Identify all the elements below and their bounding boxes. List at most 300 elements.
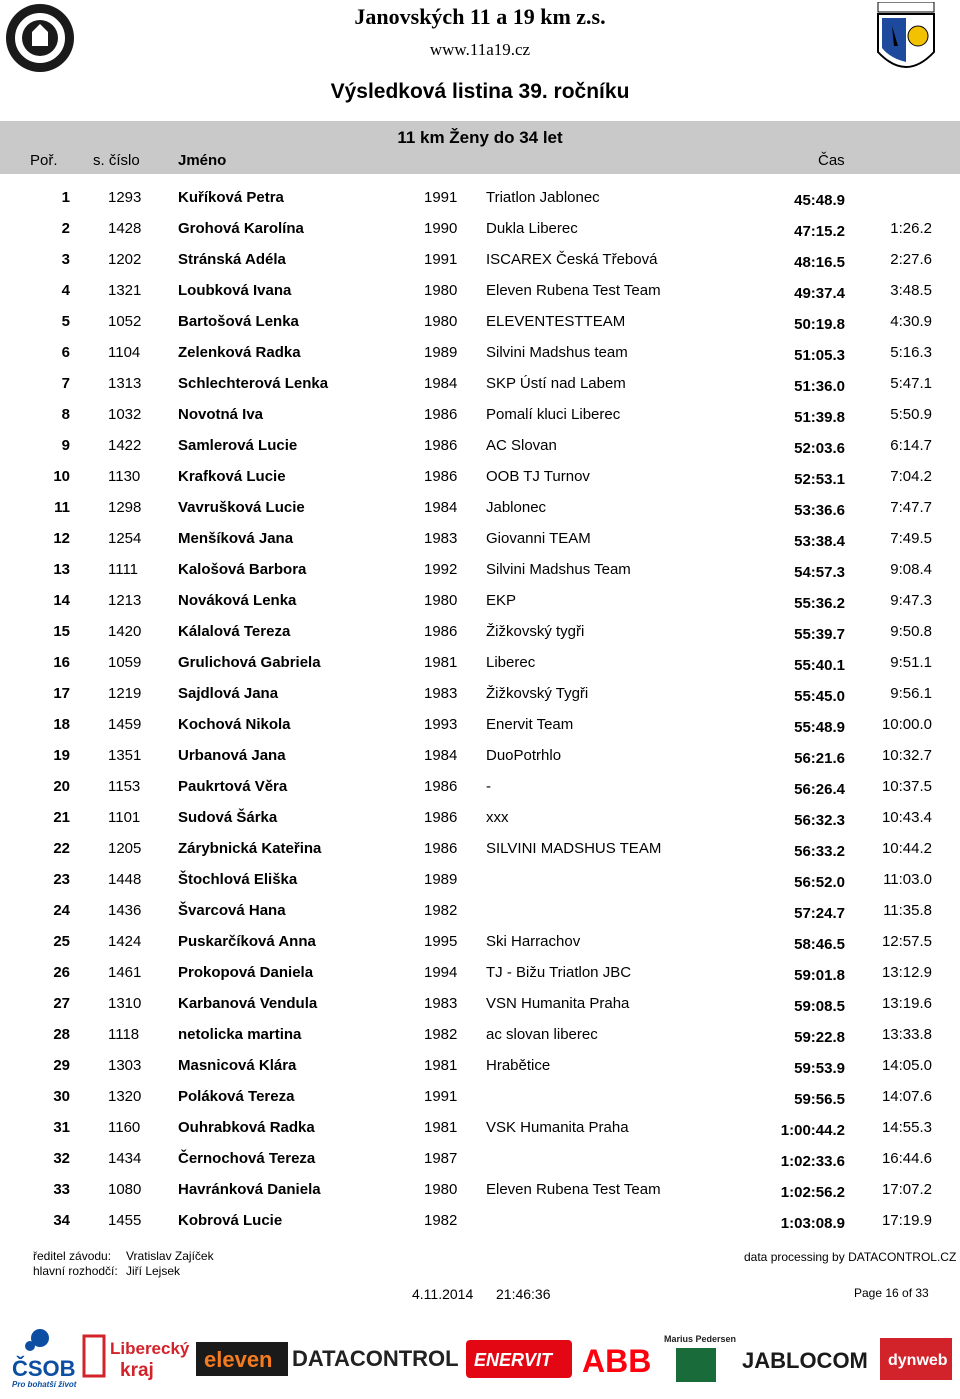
row-time-loss: 1:26.2 [890,220,932,237]
row-rank: 7 [61,375,70,392]
table-row [0,716,960,747]
row-time-loss: 10:32.7 [881,747,932,764]
row-rank: 15 [53,623,70,640]
row-name: Zárybnická Kateřina [178,840,322,857]
row-start-number: 1448 [108,871,142,888]
row-time-loss: 9:51.1 [890,654,932,671]
data-processing-credit: data processing by DATACONTROL.CZ [744,1250,957,1264]
table-row [0,1119,960,1150]
row-club: Giovanni TEAM [486,530,591,547]
row-birth-year: 1986 [424,623,458,640]
row-time-loss: 6:14.7 [890,437,932,454]
row-birth-year: 1981 [424,1119,458,1136]
row-birth-year: 1984 [424,499,458,516]
row-club: Silvini Madshus Team [486,561,631,578]
row-rank: 23 [53,871,70,888]
table-row [0,220,960,251]
row-time: 56:33.2 [794,843,845,860]
row-time: 1:00:44.2 [780,1122,845,1139]
row-rank: 20 [53,778,70,795]
row-name: Schlechterová Lenka [178,375,329,392]
row-time: 51:39.8 [794,409,845,426]
row-name: Grulichová Gabriela [178,654,321,671]
svg-text:kraj: kraj [120,1360,154,1381]
row-birth-year: 1995 [424,933,458,950]
row-club: Žižkovský Tygři [486,685,589,702]
row-birth-year: 1982 [424,1026,458,1043]
row-start-number: 1130 [108,468,141,485]
col-name-header: Jméno [178,152,227,169]
row-time-loss: 4:30.9 [890,313,932,330]
row-time-loss: 3:48.5 [890,282,932,299]
row-name: Vavrušková Lucie [178,499,305,516]
row-start-number: 1422 [108,437,142,454]
row-club: Dukla Liberec [486,220,578,237]
row-start-number: 1455 [108,1212,142,1229]
row-rank: 22 [53,840,70,857]
row-club: Eleven Rubena Test Team [486,282,661,299]
row-birth-year: 1980 [424,1181,458,1198]
row-time-loss: 7:47.7 [890,499,932,516]
row-birth-year: 1990 [424,220,458,237]
row-birth-year: 1980 [424,313,458,330]
row-rank: 25 [53,933,70,950]
row-rank: 17 [53,685,70,702]
row-rank: 32 [53,1150,70,1167]
csob-logo-tagline: Pro bohatší život [12,1380,77,1388]
row-birth-year: 1982 [424,1212,458,1229]
row-name: Havránková Daniela [178,1181,321,1198]
row-birth-year: 1984 [424,375,458,392]
row-start-number: 1434 [108,1150,142,1167]
row-club: SKP Ústí nad Labem [486,375,626,392]
row-birth-year: 1986 [424,406,458,423]
svg-text:dynweb: dynweb [888,1352,948,1369]
row-start-number: 1298 [108,499,142,516]
row-start-number: 1032 [108,406,142,423]
row-club: OOB TJ Turnov [486,468,590,485]
row-time: 55:40.1 [794,657,845,674]
svg-text:Marius Pedersen: Marius Pedersen [664,1334,736,1344]
row-rank: 16 [53,654,70,671]
row-birth-year: 1983 [424,995,458,1012]
row-name: Zelenková Radka [178,344,301,361]
row-start-number: 1213 [108,592,142,609]
table-row [0,933,960,964]
sponsor-logos-strip [0,1318,960,1398]
row-time-loss: 10:37.5 [881,778,932,795]
row-time-loss: 7:49.5 [890,530,932,547]
row-name: netolicka martina [178,1026,302,1043]
row-birth-year: 1983 [424,685,458,702]
row-name: Ouhrabková Radka [178,1119,315,1136]
table-row [0,1212,960,1243]
row-birth-year: 1986 [424,840,458,857]
row-start-number: 1320 [108,1088,142,1105]
row-time: 51:36.0 [794,378,845,395]
row-name: Puskarčíková Anna [178,933,316,950]
row-time-loss: 5:16.3 [890,344,932,361]
table-row [0,778,960,809]
row-time: 1:02:56.2 [780,1184,845,1201]
table-row [0,561,960,592]
table-row [0,747,960,778]
row-rank: 24 [53,902,70,919]
row-start-number: 1101 [108,809,141,826]
row-rank: 14 [53,592,70,609]
row-time-loss: 11:35.8 [883,902,932,919]
row-birth-year: 1986 [424,778,458,795]
table-row [0,189,960,220]
row-start-number: 1303 [108,1057,142,1074]
abb-logo [582,1342,654,1383]
csob-logo-text: ČSOB [12,1356,76,1381]
row-time: 56:32.3 [794,812,845,829]
row-birth-year: 1987 [424,1150,458,1167]
row-name: Švarcová Hana [178,902,286,919]
row-club: VSN Humanita Praha [486,995,630,1012]
row-start-number: 1160 [108,1119,141,1136]
row-time: 58:46.5 [794,936,845,953]
row-club: Hrabětice [486,1057,551,1074]
row-time-loss: 9:47.3 [890,592,932,609]
page-number: Page 16 of 33 [854,1286,929,1300]
table-row [0,251,960,282]
row-name: Paukrtová Věra [178,778,288,795]
row-start-number: 1436 [108,902,142,919]
table-row [0,809,960,840]
table-row [0,406,960,437]
row-start-number: 1205 [108,840,142,857]
row-birth-year: 1984 [424,747,458,764]
jablocom-logo [742,1344,870,1381]
director-name: Vratislav Zajíček [126,1249,214,1263]
svg-text:ENERVIT: ENERVIT [474,1350,553,1370]
row-club: Silvini Madshus team [486,344,628,361]
row-time-loss: 16:44.6 [881,1150,932,1167]
row-time: 53:38.4 [794,533,845,550]
row-start-number: 1351 [108,747,142,764]
table-row [0,995,960,1026]
row-birth-year: 1980 [424,282,458,299]
row-time: 57:24.7 [794,905,845,922]
row-birth-year: 1986 [424,437,458,454]
row-time: 1:02:33.6 [780,1153,845,1170]
table-row [0,964,960,995]
row-club: Triatlon Jablonec [486,189,600,206]
row-time-loss: 13:19.6 [881,995,932,1012]
row-name: Loubková Ivana [178,282,292,299]
enervit-logo [466,1340,572,1385]
table-row [0,375,960,406]
row-time: 59:53.9 [794,1060,845,1077]
row-start-number: 1420 [108,623,142,640]
table-row [0,871,960,902]
row-time: 54:57.3 [794,564,845,581]
marius-pedersen-logo [662,1332,736,1391]
row-birth-year: 1991 [424,189,458,206]
row-name: Urbanová Jana [178,747,286,764]
row-rank: 28 [53,1026,70,1043]
row-time: 51:05.3 [794,347,845,364]
row-time: 1:03:08.9 [780,1215,845,1232]
row-name: Černochová Tereza [178,1150,316,1167]
row-time: 59:01.8 [794,967,845,984]
row-start-number: 1153 [108,778,141,795]
row-birth-year: 1980 [424,592,458,609]
row-birth-year: 1992 [424,561,458,578]
row-name: Karbanová Vendula [178,995,318,1012]
row-time: 53:36.6 [794,502,845,519]
print-date: 4.11.2014 [412,1286,474,1302]
row-time: 55:36.2 [794,595,845,612]
row-rank: 11 [54,499,70,516]
table-row [0,1181,960,1212]
csob-logo [8,1328,78,1393]
row-start-number: 1293 [108,189,142,206]
table-row [0,623,960,654]
row-name: Krafková Lucie [178,468,286,485]
row-rank: 13 [53,561,70,578]
referee-name: Jiří Lejsek [126,1264,181,1278]
row-name: Sajdlová Jana [178,685,279,702]
row-rank: 21 [53,809,70,826]
row-name: Nováková Lenka [178,592,297,609]
director-label: ředitel závodu: [33,1249,112,1263]
row-rank: 31 [53,1119,70,1136]
row-club: Ski Harrachov [486,933,581,950]
row-start-number: 1052 [108,313,142,330]
row-birth-year: 1986 [424,809,458,826]
liberecky-kraj-logo [82,1332,192,1387]
table-row [0,1088,960,1119]
row-birth-year: 1991 [424,1088,458,1105]
category-title: 11 km Ženy do 34 let [397,128,563,147]
svg-text:JABLOCOM: JABLOCOM [742,1348,868,1373]
row-club: AC Slovan [486,437,557,454]
row-start-number: 1424 [108,933,142,950]
row-time: 47:15.2 [794,223,845,240]
row-time-loss: 7:04.2 [890,468,932,485]
row-rank: 5 [61,313,70,330]
row-club: EKP [486,592,517,609]
row-club: xxx [486,809,509,826]
row-start-number: 1310 [108,995,142,1012]
row-name: Grohová Karolína [178,220,304,237]
row-start-number: 1461 [108,964,142,981]
row-name: Kálalová Tereza [178,623,291,640]
col-time-header: Čas [818,152,845,169]
row-start-number: 1111 [108,561,139,578]
row-club: ELEVENTESTTEAM [486,313,626,330]
row-start-number: 1321 [108,282,142,299]
row-club: Eleven Rubena Test Team [486,1181,661,1198]
print-time: 21:46:36 [496,1286,551,1302]
row-time: 55:39.7 [794,626,845,643]
row-club: Liberec [486,654,536,671]
row-time: 52:53.1 [794,471,845,488]
table-row [0,313,960,344]
row-birth-year: 1993 [424,716,458,733]
row-time: 59:56.5 [794,1091,845,1108]
row-time-loss: 9:08.4 [890,561,932,578]
row-start-number: 1459 [108,716,142,733]
eleven-logo [196,1342,288,1383]
row-club: - [486,778,491,795]
table-row [0,1150,960,1181]
row-start-number: 1104 [108,344,141,361]
row-rank: 34 [53,1212,70,1229]
row-birth-year: 1989 [424,871,458,888]
row-birth-year: 1994 [424,964,458,981]
row-start-number: 1118 [108,1026,140,1043]
referee-label: hlavní rozhodčí: [33,1264,118,1278]
row-rank: 9 [61,437,70,454]
row-name: Poláková Tereza [178,1088,295,1105]
row-club: Enervit Team [486,716,574,733]
row-start-number: 1428 [108,220,142,237]
row-rank: 1 [61,189,70,206]
row-time-loss: 14:05.0 [881,1057,932,1074]
row-name: Prokopová Daniela [178,964,314,981]
row-rank: 12 [53,530,70,547]
row-time: 55:48.9 [794,719,845,736]
table-row [0,840,960,871]
row-birth-year: 1983 [424,530,458,547]
row-name: Kuříková Petra [178,189,284,206]
table-row [0,1057,960,1088]
row-time-loss: 14:07.6 [881,1088,932,1105]
table-row [0,437,960,468]
row-time: 59:08.5 [794,998,845,1015]
row-rank: 8 [61,406,70,423]
row-time-loss: 17:19.9 [881,1212,932,1229]
row-rank: 30 [53,1088,70,1105]
row-start-number: 1080 [108,1181,142,1198]
row-time: 48:16.5 [794,254,845,271]
row-time-loss: 9:56.1 [890,685,932,702]
datacontrol-logo [292,1342,460,1383]
row-name: Kalošová Barbora [178,561,307,578]
row-time-loss: 2:27.6 [890,251,932,268]
row-time-loss: 11:03.0 [883,871,932,888]
table-row [0,685,960,716]
row-time-loss: 12:57.5 [881,933,932,950]
row-time: 59:22.8 [794,1029,845,1046]
row-time-loss: 13:33.8 [881,1026,932,1043]
table-row [0,654,960,685]
row-rank: 4 [61,282,70,299]
results-list-title: Výsledková listina 39. ročníku [330,80,630,103]
table-row [0,499,960,530]
row-birth-year: 1982 [424,902,458,919]
row-rank: 2 [61,220,70,237]
row-start-number: 1313 [108,375,142,392]
row-birth-year: 1986 [424,468,458,485]
row-club: TJ - Bižu Triatlon JBC [486,964,632,981]
row-birth-year: 1981 [424,654,458,671]
row-club: SILVINI MADSHUS TEAM [486,840,662,857]
row-club: ac slovan liberec [486,1026,598,1043]
row-time: 49:37.4 [794,285,845,302]
row-name: Štochlová Eliška [178,871,298,888]
row-name: Sudová Šárka [178,809,278,826]
row-club: Jablonec [486,499,547,516]
row-rank: 33 [53,1181,70,1198]
table-row [0,344,960,375]
row-birth-year: 1991 [424,251,458,268]
table-row [0,592,960,623]
row-rank: 26 [53,964,70,981]
row-name: Menšíková Jana [178,530,294,547]
col-rank-header: Poř. [30,152,58,169]
row-time-loss: 10:43.4 [881,809,932,826]
table-row [0,282,960,313]
row-time-loss: 10:00.0 [881,716,932,733]
table-row [0,1026,960,1057]
svg-text:Liberecký: Liberecký [110,1339,190,1358]
svg-text:ABB: ABB [582,1343,652,1378]
table-row [0,902,960,933]
row-birth-year: 1989 [424,344,458,361]
svg-text:DATACONTROL: DATACONTROL [292,1346,459,1371]
table-row [0,530,960,561]
row-time-loss: 5:47.1 [890,375,932,392]
row-rank: 6 [61,344,70,361]
row-time: 52:03.6 [794,440,845,457]
row-time-loss: 13:12.9 [881,964,932,981]
row-start-number: 1219 [108,685,142,702]
row-club: Pomalí kluci Liberec [486,406,621,423]
row-time-loss: 14:55.3 [881,1119,932,1136]
row-start-number: 1059 [108,654,142,671]
row-time-loss: 5:50.9 [890,406,932,423]
row-rank: 10 [53,468,70,485]
row-club: VSK Humanita Praha [486,1119,629,1136]
row-rank: 18 [53,716,70,733]
table-row [0,468,960,499]
org-title: Janovských 11 a 19 km z.s. [354,4,606,29]
row-start-number: 1202 [108,251,142,268]
row-start-number: 1254 [108,530,142,547]
row-name: Kochová Nikola [178,716,291,733]
row-time: 56:26.4 [794,781,845,798]
row-rank: 19 [53,747,70,764]
row-time-loss: 9:50.8 [890,623,932,640]
row-name: Bartošová Lenka [178,313,299,330]
dynweb-logo [880,1338,952,1387]
row-rank: 27 [53,995,70,1012]
row-name: Masnicová Klára [178,1057,297,1074]
row-time: 55:45.0 [794,688,845,705]
row-name: Novotná Iva [178,406,264,423]
svg-text:eleven: eleven [204,1347,273,1372]
row-club: Žižkovský tygři [486,623,585,640]
row-club: DuoPotrhlo [486,747,562,764]
row-rank: 29 [53,1057,70,1074]
row-club: ISCAREX Česká Třebová [486,251,658,268]
org-url[interactable]: www.11a19.cz [429,40,531,59]
row-name: Samlerová Lucie [178,437,298,454]
col-start-number-header: s. číslo [93,152,140,169]
row-name: Kobrová Lucie [178,1212,283,1229]
row-time-loss: 10:44.2 [881,840,932,857]
row-time: 56:21.6 [794,750,845,767]
row-time: 56:52.0 [794,874,845,891]
row-rank: 3 [61,251,70,268]
row-name: Stránská Adéla [178,251,286,268]
row-time: 45:48.9 [794,192,845,209]
